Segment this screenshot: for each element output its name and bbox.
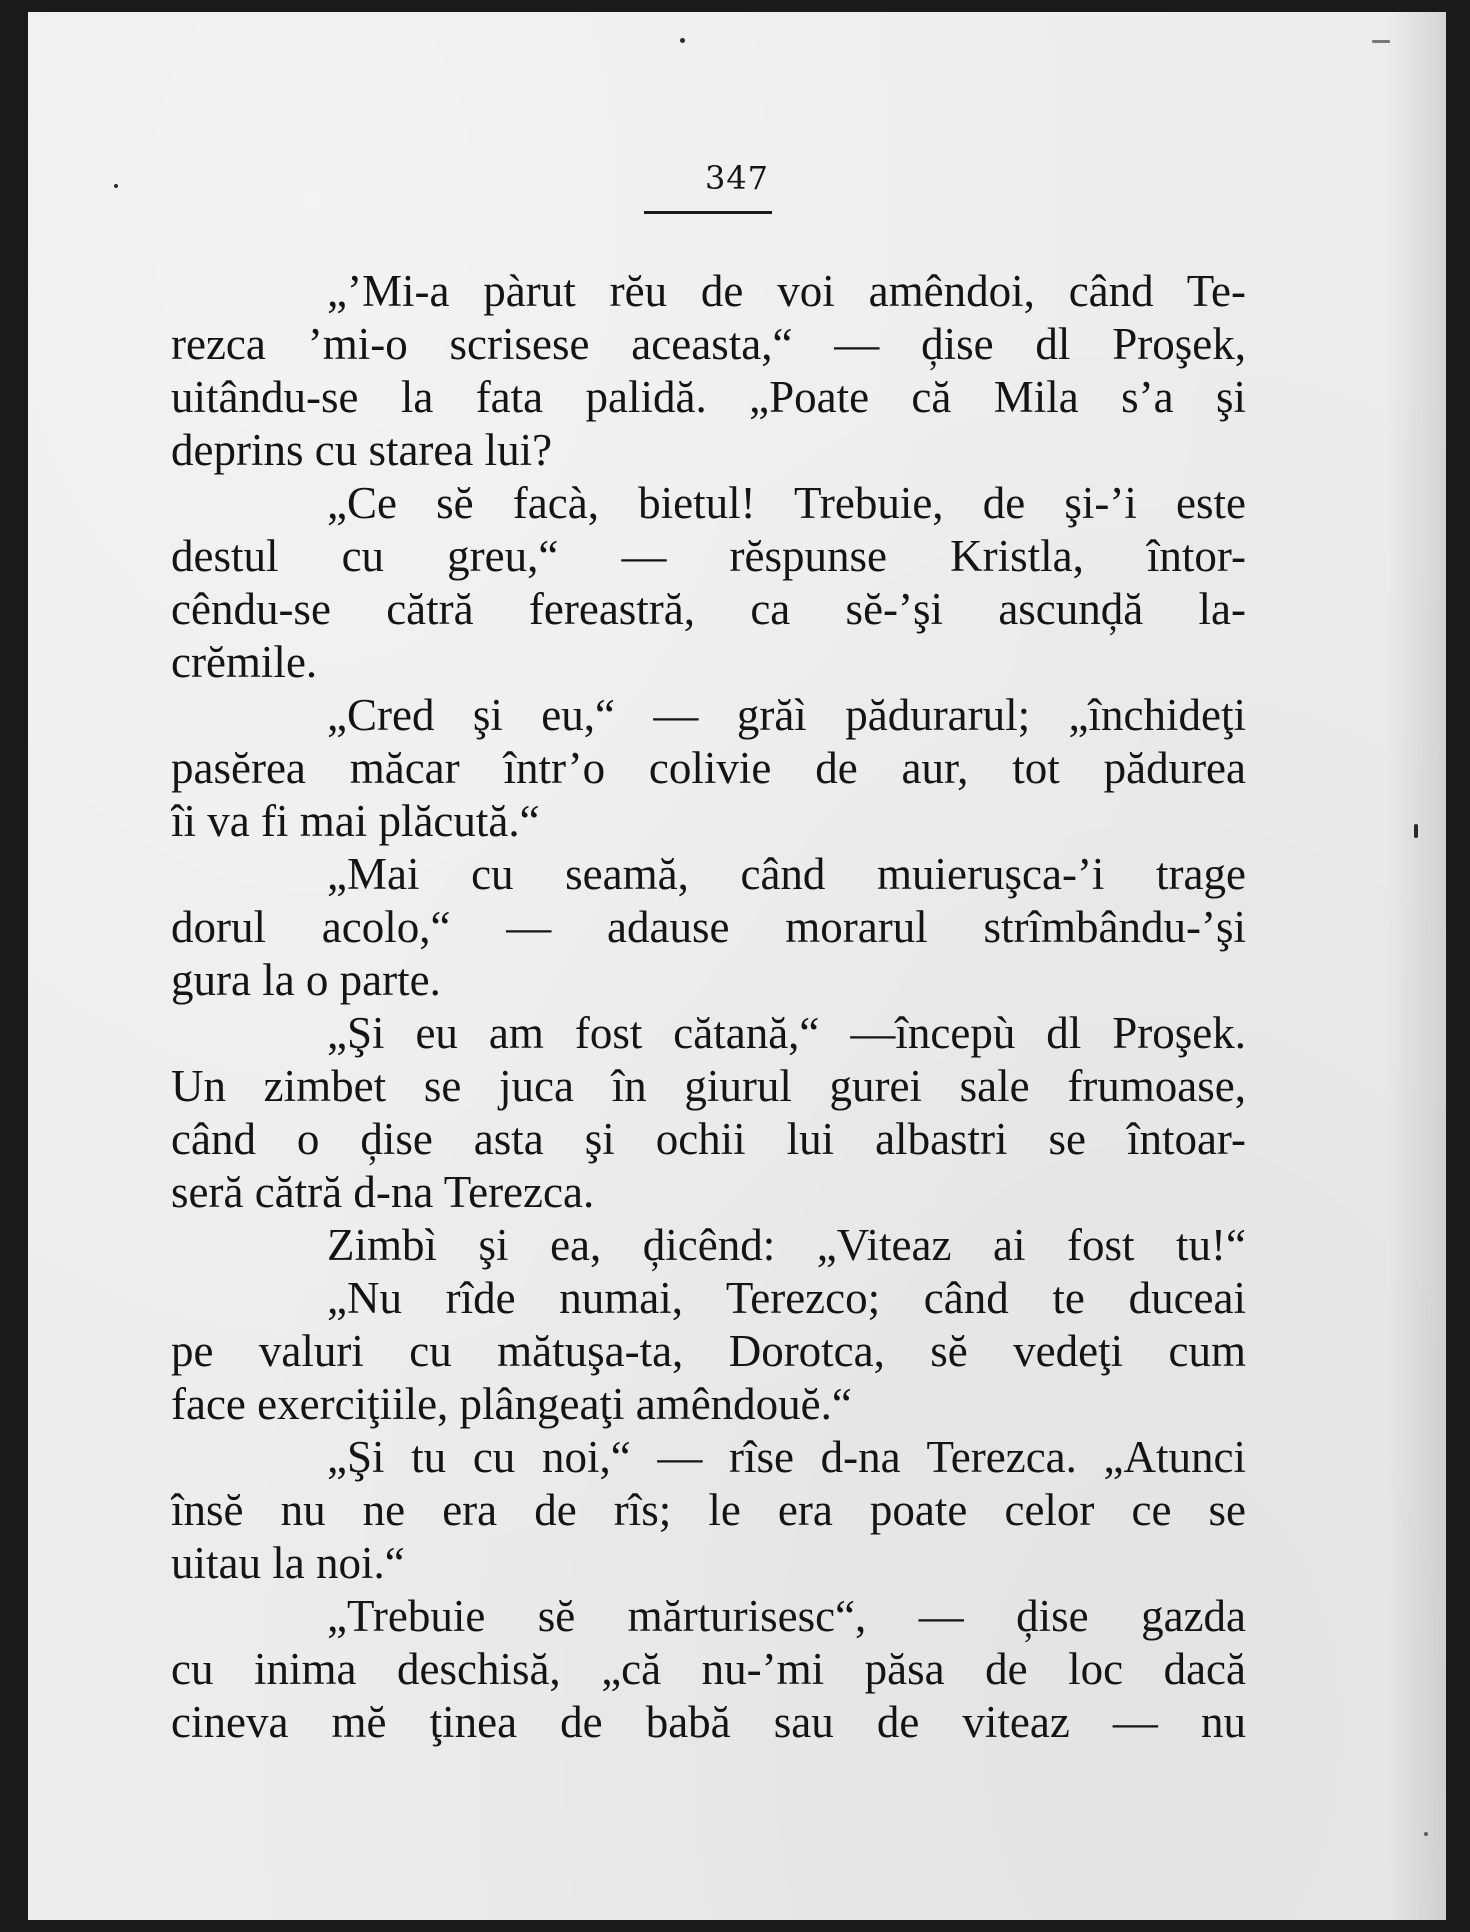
- book-page: [28, 12, 1446, 1920]
- text-line: crĕmile.: [171, 637, 318, 687]
- text-line: cêndu-se cătră fereastră, ca sĕ-’şi ascunḑă la-: [171, 584, 1246, 634]
- paper-speck: [1372, 40, 1390, 43]
- text-line: Un zimbet se juca în giurul gurei sale frumoase,: [171, 1061, 1246, 1111]
- text-line: „Şi tu cu noi,“ — rîse d-na Terezca. „Atunci: [327, 1432, 1246, 1482]
- text-line: „Trebuie sĕ mărturisesc“, — ḑise gazda: [327, 1591, 1246, 1641]
- text-line: cu inima deschisă, „că nu-’mi păsa de loc dacă: [171, 1644, 1246, 1694]
- text-line: „Ce sĕ facà, bietul! Trebuie, de şi-’i este: [327, 478, 1246, 528]
- text-line: „Mai cu seamă, când muieruşca-’i trage: [327, 849, 1246, 899]
- body-text: [171, 265, 1246, 1749]
- page-number: 347: [704, 159, 770, 197]
- page-number-rule: [644, 211, 772, 214]
- text-line: pe valuri cu mătuşa-ta, Dorotca, sĕ vedeţi cum: [171, 1326, 1246, 1376]
- text-line: pasĕrea măcar într’o colivie de aur, tot pădurea: [171, 743, 1246, 793]
- text-line: cineva mĕ ţinea de babă sau de viteaz — nu: [171, 1697, 1246, 1747]
- text-line: când o ḑise asta şi ochii lui albastri se întoar-: [171, 1114, 1246, 1164]
- text-line: „Cred şi eu,“ — grăì pădurarul; „închideţi: [327, 690, 1246, 740]
- text-line: „Şi eu am fost cătană,“ —începù dl Proşek.: [327, 1008, 1246, 1058]
- text-line: Zimbì şi ea, ḑicênd: „Viteaz ai fost tu!“: [327, 1220, 1246, 1270]
- text-line: „’Mi-a pàrut rĕu de voi amêndoi, când Te-: [327, 266, 1246, 316]
- text-line: uitându-se la fata palidă. „Poate că Mila s’a şi: [171, 372, 1246, 422]
- text-line: destul cu greu,“ — rĕspunse Kristla, întor-: [171, 531, 1246, 581]
- text-line: însĕ nu ne era de rîs; le era poate celor ce se: [171, 1485, 1246, 1535]
- text-line: seră cătră d-na Terezca.: [171, 1167, 595, 1217]
- text-line: gura la o parte.: [171, 955, 441, 1005]
- paper-speck: [114, 184, 118, 188]
- text-line: deprins cu starea lui?: [171, 425, 553, 475]
- text-line: uitau la noi.“: [171, 1538, 405, 1588]
- text-line: rezca ’mi-o scrisese aceasta,“ — ḑise dl Proşek,: [171, 319, 1246, 369]
- page-edge-shadow: [1386, 12, 1446, 1920]
- text-line: îi va fi mai plăcută.“: [171, 796, 540, 846]
- paper-speck: [1414, 824, 1418, 838]
- paper-speck: [1424, 1832, 1428, 1836]
- text-line: face exerciţiile, plângeaţi amêndouĕ.“: [171, 1379, 852, 1429]
- paper-speck: [680, 38, 685, 43]
- text-line: dorul acolo,“ — adause morarul strîmbându-’şi: [171, 902, 1246, 952]
- text-line: „Nu rîde numai, Terezco; când te duceai: [327, 1273, 1246, 1323]
